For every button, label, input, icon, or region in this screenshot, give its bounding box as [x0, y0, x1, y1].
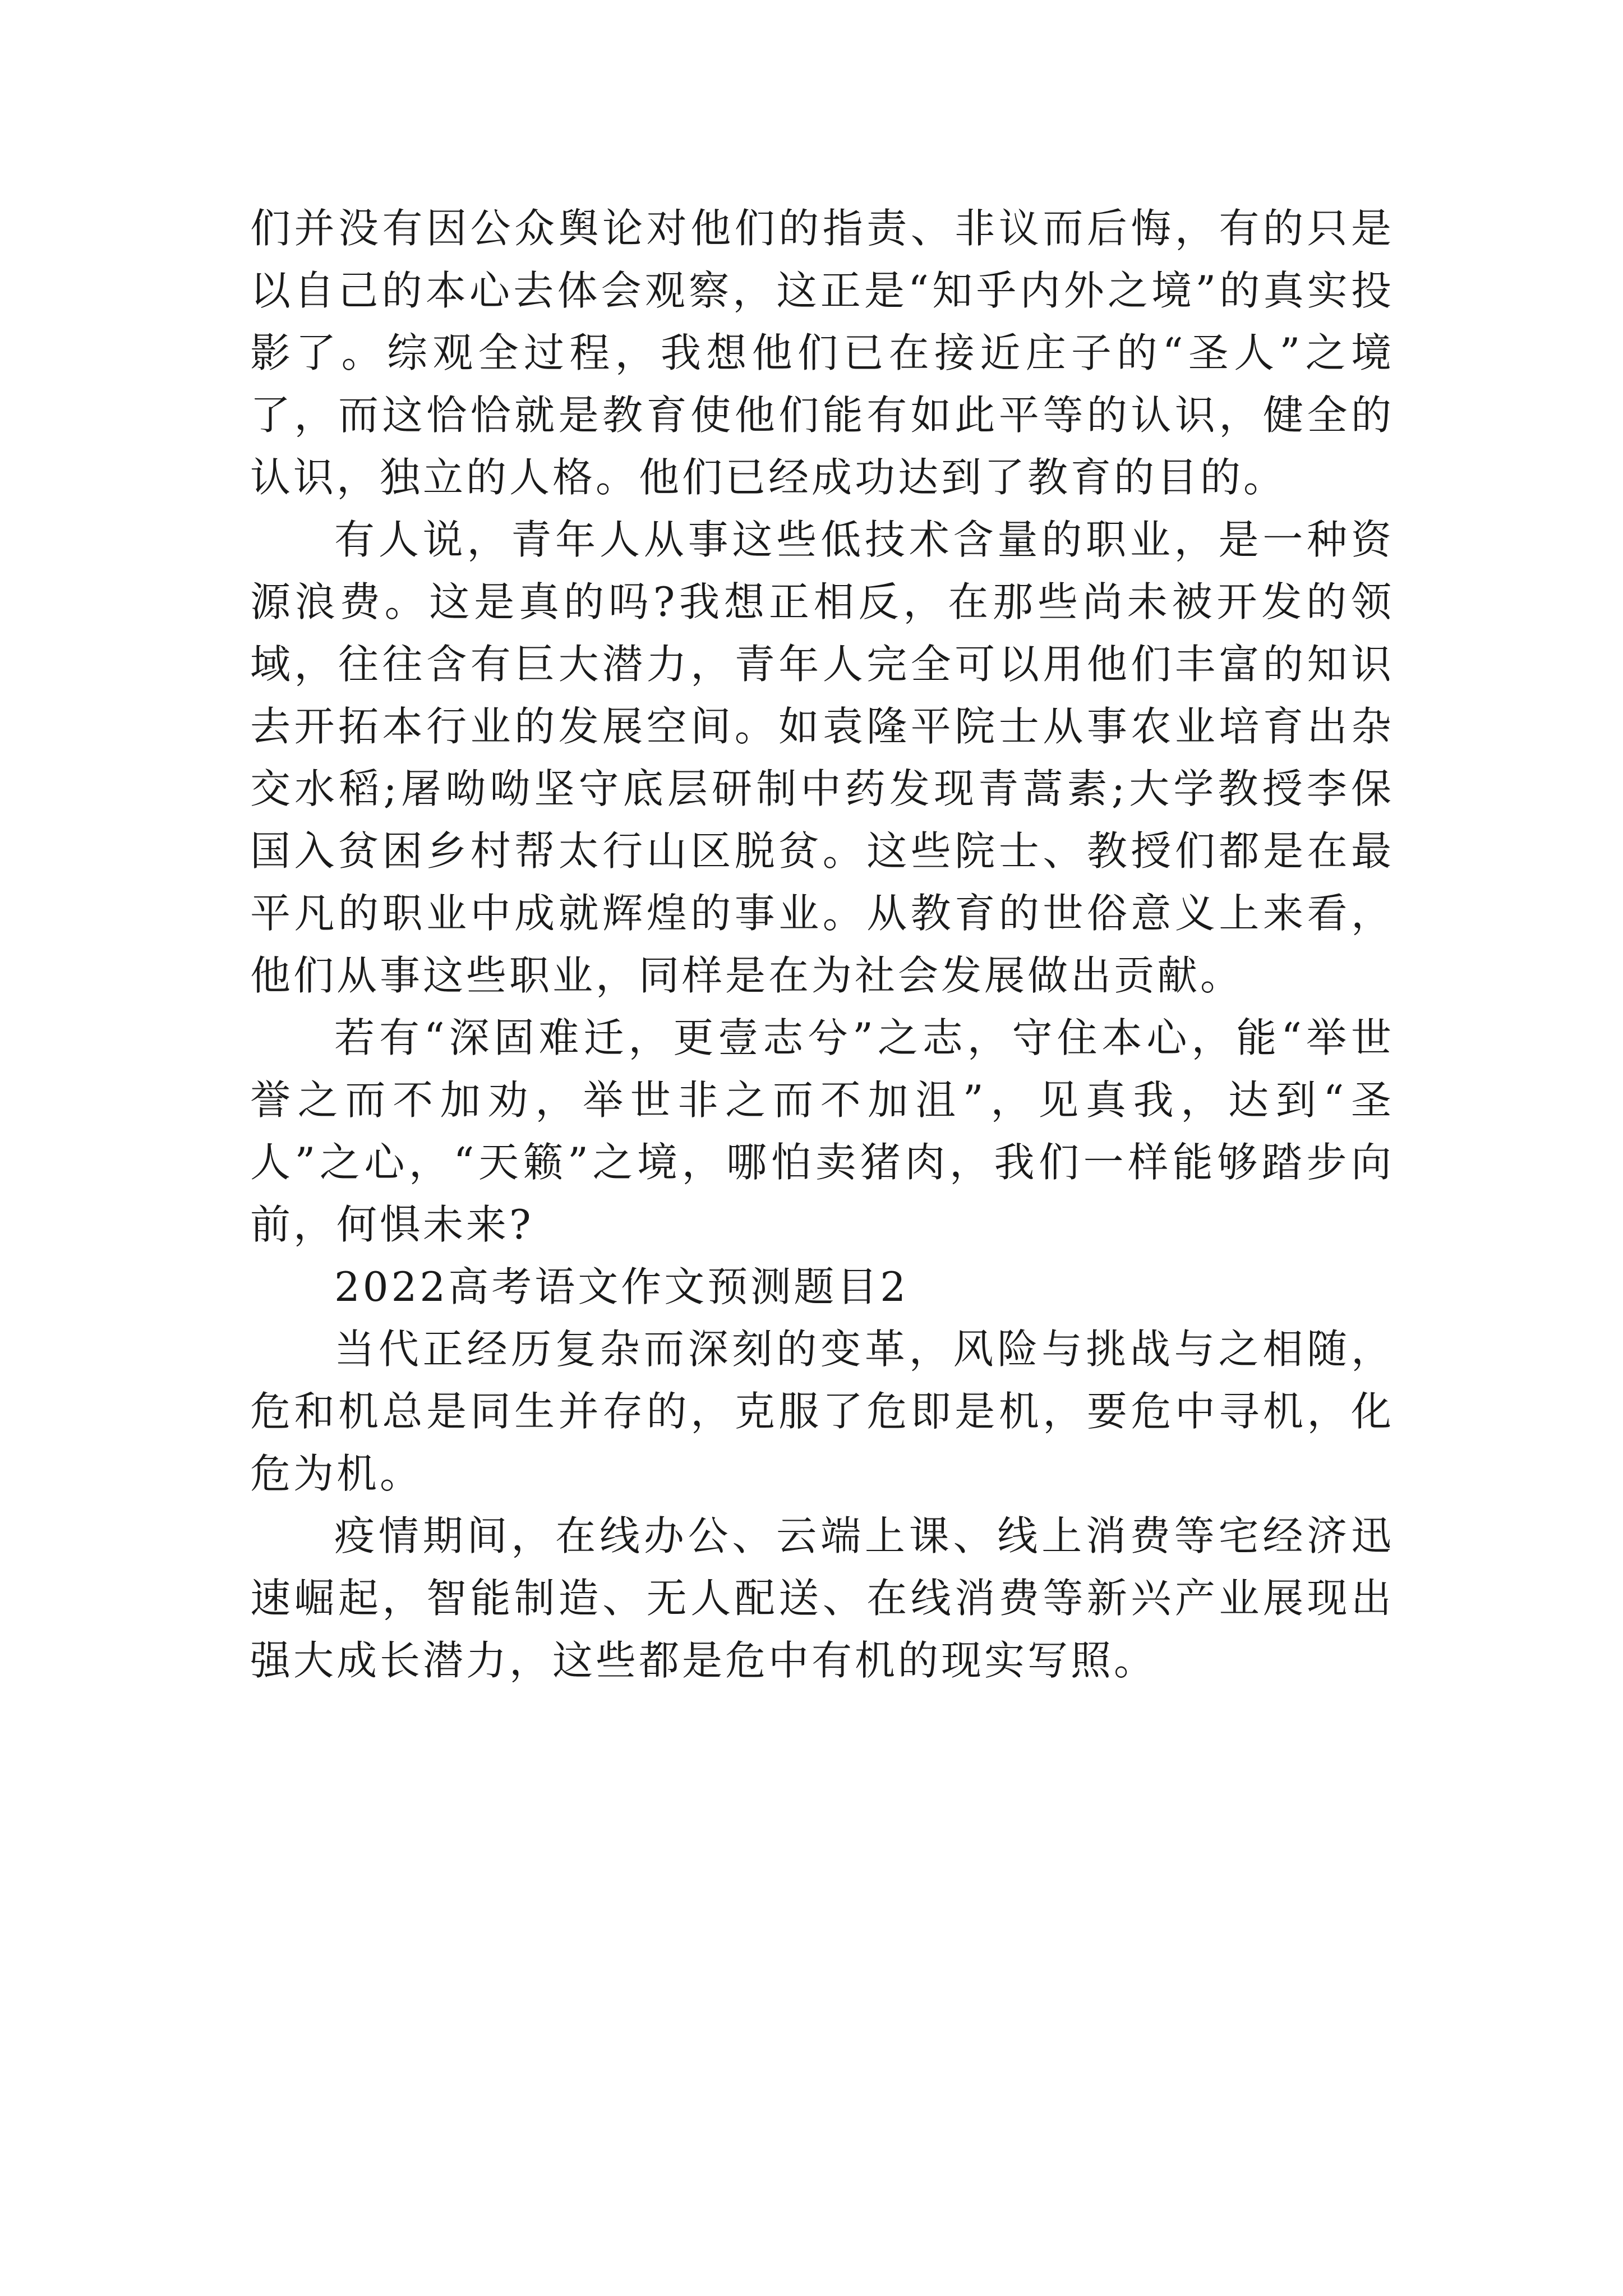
paragraph-1: 们并没有因公众舆论对他们的指责、非议而后悔，有的只是以自己的本心去体会观察，这正是“知乎内外之境”的真实投影了。综观全过程，我想他们已在接近庄子的“圣人”之境了，而这恰恰就是教育使他们能有如此平等的认识，健全的认识，独立的人格。他们已经成功达到了教育的目的。 [250, 205, 1394, 501]
paragraph-3: 若有“深固难迁，更壹志兮”之志，守住本心，能“举世誉之而不加劝，举世非之而不加沮”，见真我，达到“圣人”之心，“天籁”之境，哪怕卖猪肉，我们一样能够踏步向前，何惧未来? [250, 1014, 1394, 1248]
paragraph-4: 当代正经历复杂而深刻的变革，风险与挑战与之相随，危和机总是同生并存的，克服了危即是机，要危中寻机，化危为机。 [250, 1326, 1394, 1497]
section-heading: 2022高考语文作文预测题目2 [334, 1263, 909, 1310]
paragraph-2: 有人说，青年人从事这些低技术含量的职业，是一种资源浪费。这是真的吗?我想正相反，在那些尚未被开发的领域，往往含有巨大潜力，青年人完全可以用他们丰富的知识去开拓本行业的发展空间。如袁隆平院士从事农业培育出杂交水稻;屠呦呦坚守底层研制中药发现青蒿素;大学教授李保国入贫困乡村帮太行山区脱贫。这些院士、教授们都是在最平凡的职业中成就辉煌的事业。从教育的世俗意义上来看，他们从事这些职业，同样是在为社会发展做出贡献。 [250, 516, 1394, 999]
paragraph-5: 疫情期间，在线办公、云端上课、线上消费等宅经济迅速崛起，智能制造、无人配送、在线消费等新兴产业展现出强大成长潜力，这些都是危中有机的现实写照。 [250, 1512, 1394, 1684]
document-body [250, 197, 1394, 1692]
